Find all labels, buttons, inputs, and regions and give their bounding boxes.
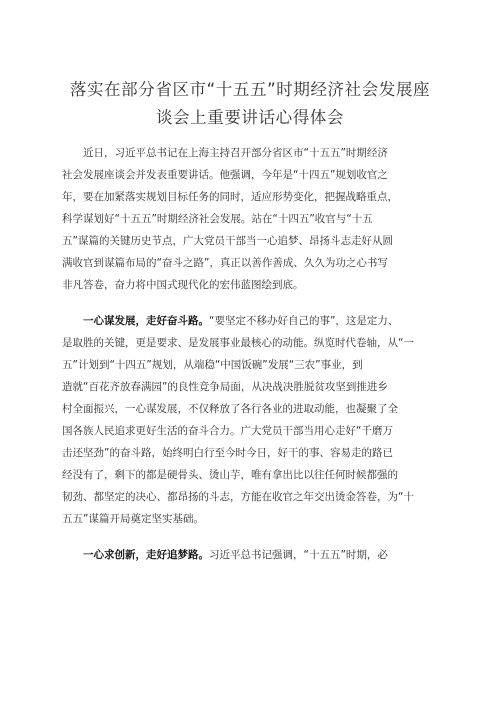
paragraph-line: 击还坚劲”的奋斗路，始终明白行至今时今日，好干的事、容易走的路已: [62, 447, 393, 459]
paragraph-line: “要坚定不移办好自己的事”，这是定力、: [209, 315, 399, 327]
paragraph-line: 社会发展座谈会并发表重要讲话。他强调，今年是“十四五”规划收官之: [62, 169, 388, 181]
paragraph-intro: [62, 142, 438, 296]
paragraph-lead: 一心谋发展，走好奋斗路。: [83, 315, 209, 327]
paragraph-line: 近日，习近平总书记在上海主持召开部分省区市“十五五”时期经济: [83, 147, 388, 159]
paragraph-development: [62, 310, 438, 530]
paragraph-line: 经没有了，剩下的都是硬骨头、烫山芋，唯有拿出比以往任何时候都强的: [62, 469, 398, 481]
paragraph-line: 年，要在加紧落实规划目标任务的同时，适应形势变化，把握战略重点，: [62, 191, 398, 203]
paragraph-line: 科学谋划好“十五五”时期经济社会发展。站在“十四五”收官与“十五: [62, 213, 373, 225]
paragraph-line: 是取胜的关键，更是要求、是发展事业最核心的动能。纵览时代卷轴，从“一: [62, 337, 414, 349]
paragraph-line: 非凡答卷，奋力将中国式现代化的宏伟蓝图绘到底。: [62, 279, 304, 291]
paragraph-innovation: [62, 544, 438, 566]
paragraph-line: 国各族人民追求更好生活的奋斗合力。广大党员干部当用心走好“千磨万: [62, 425, 393, 437]
paragraph-first-line: [62, 310, 438, 332]
document-body: [62, 142, 438, 566]
paragraph-line: 习近平总书记强调，“十五五”时期，必: [209, 549, 388, 561]
paragraph-line: 五五”谋篇开局奠定坚实基础。: [62, 513, 204, 525]
paragraph-line: 满收官到谋篇布局的“奋斗之路”，真正以善作善成、久久为功之心书写: [62, 257, 388, 269]
title-line-2: 谈会上重要讲话心得体会: [155, 108, 345, 127]
paragraph-line: 造就“百花齐放春满园”的良性竞争局面，从决战决胜脱贫攻坚到推进乡: [62, 381, 388, 393]
title-line-1: 落实在部分省区市“十五五”时期经济社会发展座: [69, 80, 431, 99]
paragraph-line: 五”计划到“十四五”规划，从端稳“中国饭碗”发展“三农”事业，到: [62, 359, 363, 371]
paragraph-first-line: [62, 544, 438, 566]
paragraph-lead: 一心求创新，走好追梦路。: [83, 549, 209, 561]
paragraph-line: 五”谋篇的关键历史节点，广大党员干部当一心追梦、昂扬斗志走好从圆: [62, 235, 393, 247]
paragraph-line: 村全面振兴，一心谋发展，不仅释放了各行各业的进取动能，也凝聚了全: [62, 403, 398, 415]
paragraph-line: 韧劲、都坚定的决心、都昂扬的斗志，方能在收官之年交出烫金答卷，为“十: [62, 491, 414, 503]
